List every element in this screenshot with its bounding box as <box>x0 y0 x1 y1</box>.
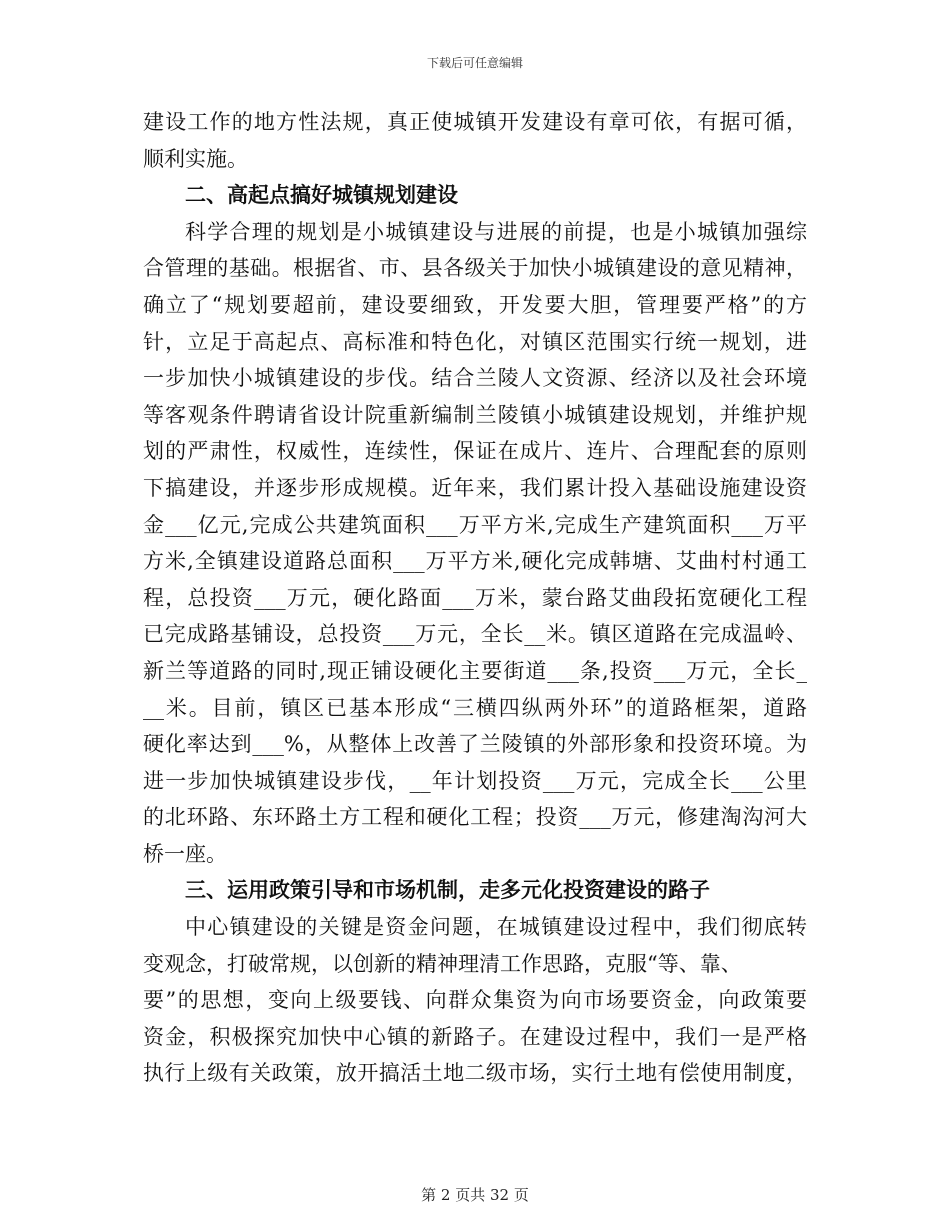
text-line: 划的严肃性，权威性，连续性，保证在成片、连片、合理配套的原则 <box>143 439 807 464</box>
text-line: __米。目前，镇区已基本形成“三横四纵两外环”的道路框架，道路 <box>143 695 807 720</box>
text-line: 桥一座。 <box>143 841 227 866</box>
text-line: 顺利实施。 <box>143 146 248 171</box>
text-line: 中心镇建设的关键是资金问题，在城镇建设过程中，我们彻底转 <box>185 915 807 940</box>
text-line: 建设工作的地方性法规，真正使城镇开发建设有章可依，有据可循， <box>143 110 807 134</box>
text-line: 科学合理的规划是小城镇建设与进展的前提，也是小城镇加强综 <box>185 219 807 244</box>
text-line: 确立了“规划要超前，建设要细致，开发要大胆，管理要严格”的方 <box>143 292 807 317</box>
section-heading: 三、运用政策引导和市场机制，走多元化投资建设的路子 <box>185 877 710 903</box>
section-heading: 二、高起点搞好城镇规划建设 <box>185 182 458 208</box>
text-line: 进一步加快城镇建设步伐，__年计划投资___万元，完成全长___公里 <box>143 768 807 793</box>
text-line: 执行上级有关政策，放开搞活土地二级市场，实行土地有偿使用制度， <box>143 1061 807 1086</box>
text-line: 要”的思想，变向上级要钱、向群众集资为向市场要资金，向政策要 <box>143 988 807 1013</box>
text-line: 合管理的基础。根据省、市、县各级关于加快小城镇建设的意见精神， <box>143 256 807 281</box>
text-line: 一步加快小城镇建设的步伐。结合兰陵人文资源、经济以及社会环境 <box>143 366 807 391</box>
text-line: 变观念，打破常规，以创新的精神理清工作思路，克服“等、靠、 <box>143 951 742 976</box>
text-line: 硬化率达到___%，从整体上改善了兰陵镇的外部形象和投资环境。为 <box>143 732 807 757</box>
text-line: 等客观条件聘请省设计院重新编制兰陵镇小城镇建设规划，并维护规 <box>143 402 807 427</box>
page-footer: 第 2 页共 32 页 <box>421 1186 529 1204</box>
document-body <box>143 104 807 1092</box>
text-line: 的北环路、东环路土方工程和硬化工程；投资___万元，修建淘沟河大 <box>143 805 807 830</box>
text-line: 新兰等道路的同时,现正铺设硬化主要街道___条,投资___万元，全长_ <box>143 658 807 683</box>
text-line: 金___亿元,完成公共建筑面积___万平方米,完成生产建筑面积___万平 <box>143 512 807 537</box>
text-line: 针，立足于高起点、高标准和特色化，对镇区范围实行统一规划，进 <box>143 329 807 354</box>
page-header: 下载后可任意编辑 <box>426 56 523 70</box>
text-line: 资金，积极探究加快中心镇的新路子。在建设过程中，我们一是严格 <box>143 1024 807 1049</box>
text-line: 方米,全镇建设道路总面积___万平方米,硬化完成韩塘、艾曲村村通工 <box>143 549 807 574</box>
text-line: 程，总投资___万元，硬化路面___万米，蒙台路艾曲段拓宽硬化工程 <box>143 585 807 610</box>
text-line: 下搞建设，并逐步形成规模。近年来，我们累计投入基础设施建设资 <box>143 475 807 500</box>
text-line: 已完成路基铺设，总投资___万元，全长__米。镇区道路在完成温岭、 <box>143 622 807 647</box>
